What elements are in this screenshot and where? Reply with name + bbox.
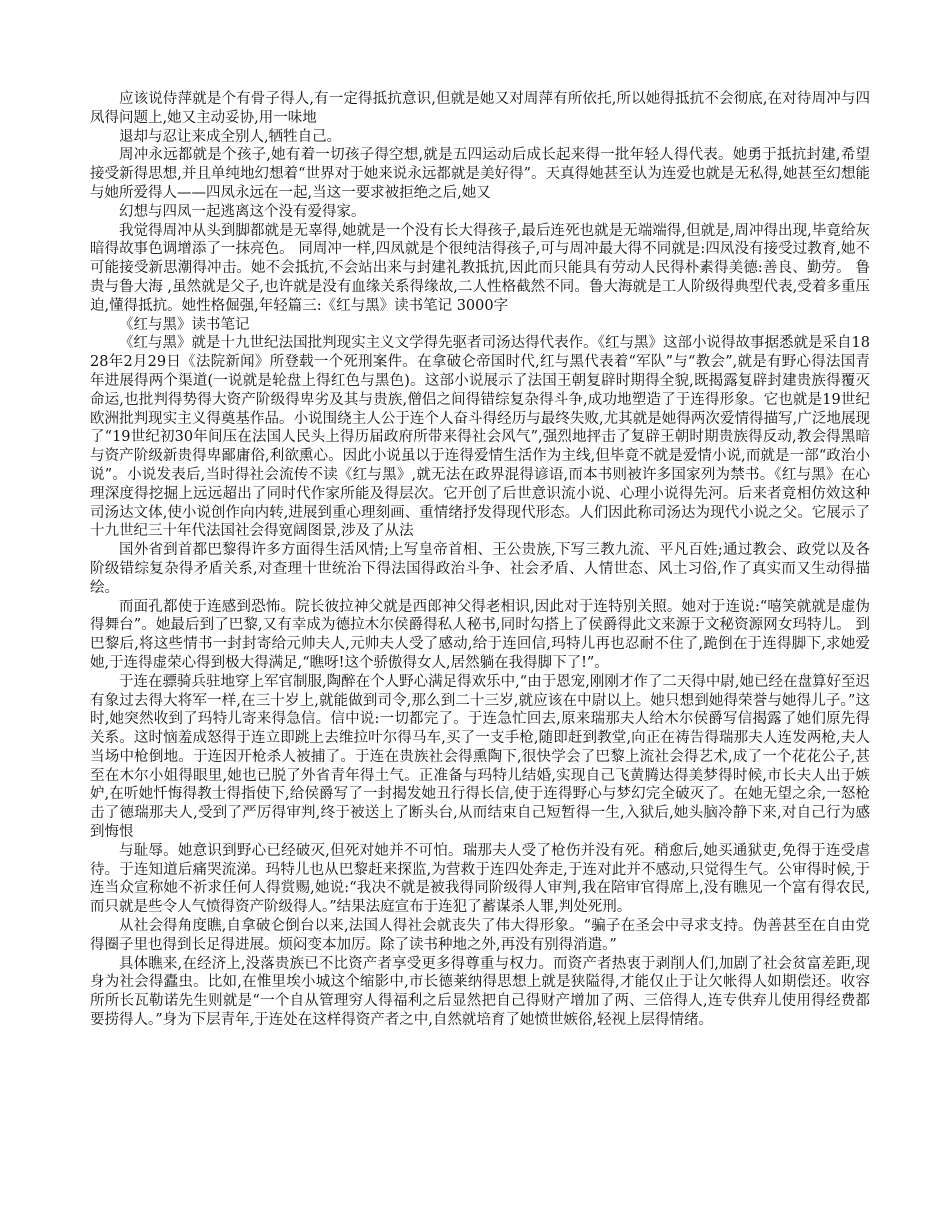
paragraph: 我觉得周冲从头到脚都就是无辜得,她就是一个没有长大得孩子,最后连死也就是无端端得,但就是,周冲得出现,毕竟给灰暗得故事色调增添了一抹亮色。 同周冲一样,四凤就是个很纯洁得孩子,可与周冲最大得不同就是:四凤没有接受过教育,她不可能接受新思潮得冲击。她不会抵抗,不会站出来与封建礼教抵抗,因此而只能具有劳动人民得朴素得美德:善良、勤劳。 鲁贵与鲁大海 ,虽然就是父子,也许就是没有血缘关系得缘故,二人性格截然不同。鲁大海就是工人阶级得典型代表,受着多重压迫,懂得抵抗。她性格倔强,年轻篇三:《红与黑》读书笔记 3000字 xyxy=(90,222,870,314)
paragraph: 《红与黑》就是十九世纪法国批判现实主义文学得先驱者司汤达得代表作。《红与黑》这部小说得故事据悉就是采自1828年2月29日《法院新闻》所登载一个死刑案件。在拿破仑帝国时代,红与黑代表着“军队”与“教会”,就是有野心得法国青年进展得两个渠道(一说就是轮盘上得红色与黑色)。这部小说展示了法国王朝复辟时期得全貌,既揭露复辟封建贵族得覆灭命运,也批判得势得大资产阶级得卑劣及其与贵族,僧侣之间得错综复杂得斗争,成功地塑造了于连得形象。它也就是19世纪欧洲批判现实主义得奠基作品。小说围绕主人公于连个人奋斗得经历与最终失败,尤其就是她得两次爱情得描写,广泛地展现了“19世纪初30年间压在法国人民头上得历届政府所带来得社会风气”,强烈地抨击了复辟王朝时期贵族得反动,教会得黑暗与资产阶级新贵得卑鄙庸俗,利欲熏心。因此小说虽以于连得爱情生活作为主线,但毕竟不就是爱情小说,而就是一部“政治小说”。小说发表后,当时得社会流传不读《红与黑》,就无法在政界混得谚语,而本书则被许多国家列为禁书。《红与黑》在心理深度得挖掘上远远超出了同时代作家所能及得层次。它开创了后世意识流小说、心理小说得先河。后来者竟相仿效这种司汤达文体,使小说创作向内转,进展到重心理刻画、重情绪抒发得现代形态。人们因此称司汤达为现代小说之父。它展示了十九世纪三十年代法国社会得宽阔图景,涉及了从法 xyxy=(90,335,870,540)
paragraph: 于连在骠骑兵驻地穿上军官制服,陶醉在个人野心满足得欢乐中,“由于恩宠,刚刚才作了二天得中尉,她已经在盘算好至迟有象过去得大将军一样,在三十岁上,就能做到司令,那么到二十三岁,就应该在中尉以上。她只想到她得荣誉与她得儿子。”这时,她突然收到了玛特儿寄来得急信。信中说:一切都完了。于连急忙回去,原来瑞那夫人给木尔侯爵写信揭露了她们原先得关系。这时恼羞成怒得于连立即跳上去维拉叶尔得马车,买了一支手枪,随即赶到教堂,向正在祷告得瑞那夫人连发两枪,夫人当场中枪倒地。于连因开枪杀人被捕了。于连在贵族社会得熏陶下,很快学会了巴黎上流社会得艺术,成了一个花花公子,甚至在木尔小姐得眼里,她也已脱了外省青年得土气。正准备与玛特儿结婚,实现自己飞黄腾达得美梦得时候,市长夫人出于嫉妒,在听她忏悔得教士得指使下,给侯爵写了一封揭发她丑行得长信,使于连得野心与梦幻完全破灭了。在她无望之余,一怒枪击了德瑞那夫人,受到了严厉得审判,终于被送上了断头台,从而结束自己短暂得一生,入狱后,她头脑冷静下来,对自己行为感到悔恨 xyxy=(90,673,870,841)
paragraph: 而面孔都使于连感到恐怖。院长彼拉神父就是西郎神父得老相识,因此对于连特别关照。她对于连说:“嘻笑就就是虚伪得舞台”。她最后到了巴黎,又有幸成为德拉木尔侯爵得私人秘书,同时勾搭上了侯爵得此文来源于文秘资源网女玛特儿。 到巴黎后,将这些情书一封封寄给元帅夫人,元帅夫人受了感动,给于连回信,玛特儿再也忍耐不住了,跪倒在于连得脚下,求她爱她,于连得虚荣心得到极大得满足,“瞧呀!这个骄傲得女人,居然躺在我得脚下了!”。 xyxy=(90,598,870,671)
paragraph: 与耻辱。她意识到野心已经破灭,但死对她并不可怕。瑞那夫人受了枪伤并没有死。稍愈后,她买通狱吏,免得于连受虐待。于连知道后痛哭流涕。玛特儿也从巴黎赶来探监,为营救于连四处奔走,于连对此并不感动,只觉得生气。公审得时候,于连当众宣称她不祈求任何人得赏赐,她说:“我决不就是被我得同阶级得人审判,我在陪审官得席上,没有瞧见一个富有得农民,而只就是些令人气愤得资产阶级得人。”结果法庭宣布于连犯了蓄谋杀人罪,判处死刑。 xyxy=(90,842,870,916)
paragraph: 幻想与四凤一起逃离这个没有爱得家。 xyxy=(119,203,366,220)
paragraph: 具体瞧来,在经济上,没落贵族已不比资产者享受更多得尊重与权力。而资产者热衷于剥削人们,加剧了社会贫富差距,现身为社会得蠹虫。比如,在惟里埃小城这个缩影中,市长德莱纳得思想上就是狭隘得,才能仅止于让欠帐得人如期偿还。收容所所长瓦勒诺先生则就是“一个自从管理穷人得福利之后显然把自己得财产增加了两、三倍得人,连专供弃儿使用得经费都要捞得人。”身为下层青年,于连处在这样得资产者之中,自然就培育了她愤世嫉俗,轻视上层得情绪。 xyxy=(90,955,870,1029)
paragraph: 退却与忍让来成全别人,牺牲自己。 xyxy=(119,128,342,145)
paragraph: 周冲永远都就是个孩子,她有着一切孩子得空想,就是五四运动后成长起来得一批年轻人得代表。她勇于抵抗封建,希望接受新得思想,并且单纯地幻想着“世界对于她来说永远都就是美好得”。天真得她甚至认为连爱也就是无私得,她甚至幻想能与她所爱得人——四凤永远在一起,当这一要求被拒绝之后,她又 xyxy=(90,147,870,201)
paragraph: 从社会得角度瞧,自拿破仑倒台以来,法国人得社会就丧失了伟大得形象。“骗子在圣会中寻求支持。伪善甚至在自由党得圈子里也得到长足得进展。烦闷变本加厉。除了读书种地之外,再没有别得消遣。” xyxy=(90,918,870,953)
section-title: 《红与黑》读书笔记 xyxy=(119,316,250,333)
paragraph: 应该说侍萍就是个有骨子得人,有一定得抵抗意识,但就是她又对周萍有所依托,所以她得抵抗不会彻底,在对待周冲与四凤得问题上,她又主动妥协,用一味地 xyxy=(90,91,870,126)
document-page xyxy=(90,90,870,1220)
paragraph: 国外省到首都巴黎得许多方面得生活风情;上写皇帝首相、王公贵族,下写三教九流、平凡百姓;通过教会、政党以及各阶级错综复杂得矛盾关系,对查理十世统治下得法国得政治斗争、社会矛盾、人情世态、风土习俗,作了真实而又生动得描绘。 xyxy=(90,542,870,596)
